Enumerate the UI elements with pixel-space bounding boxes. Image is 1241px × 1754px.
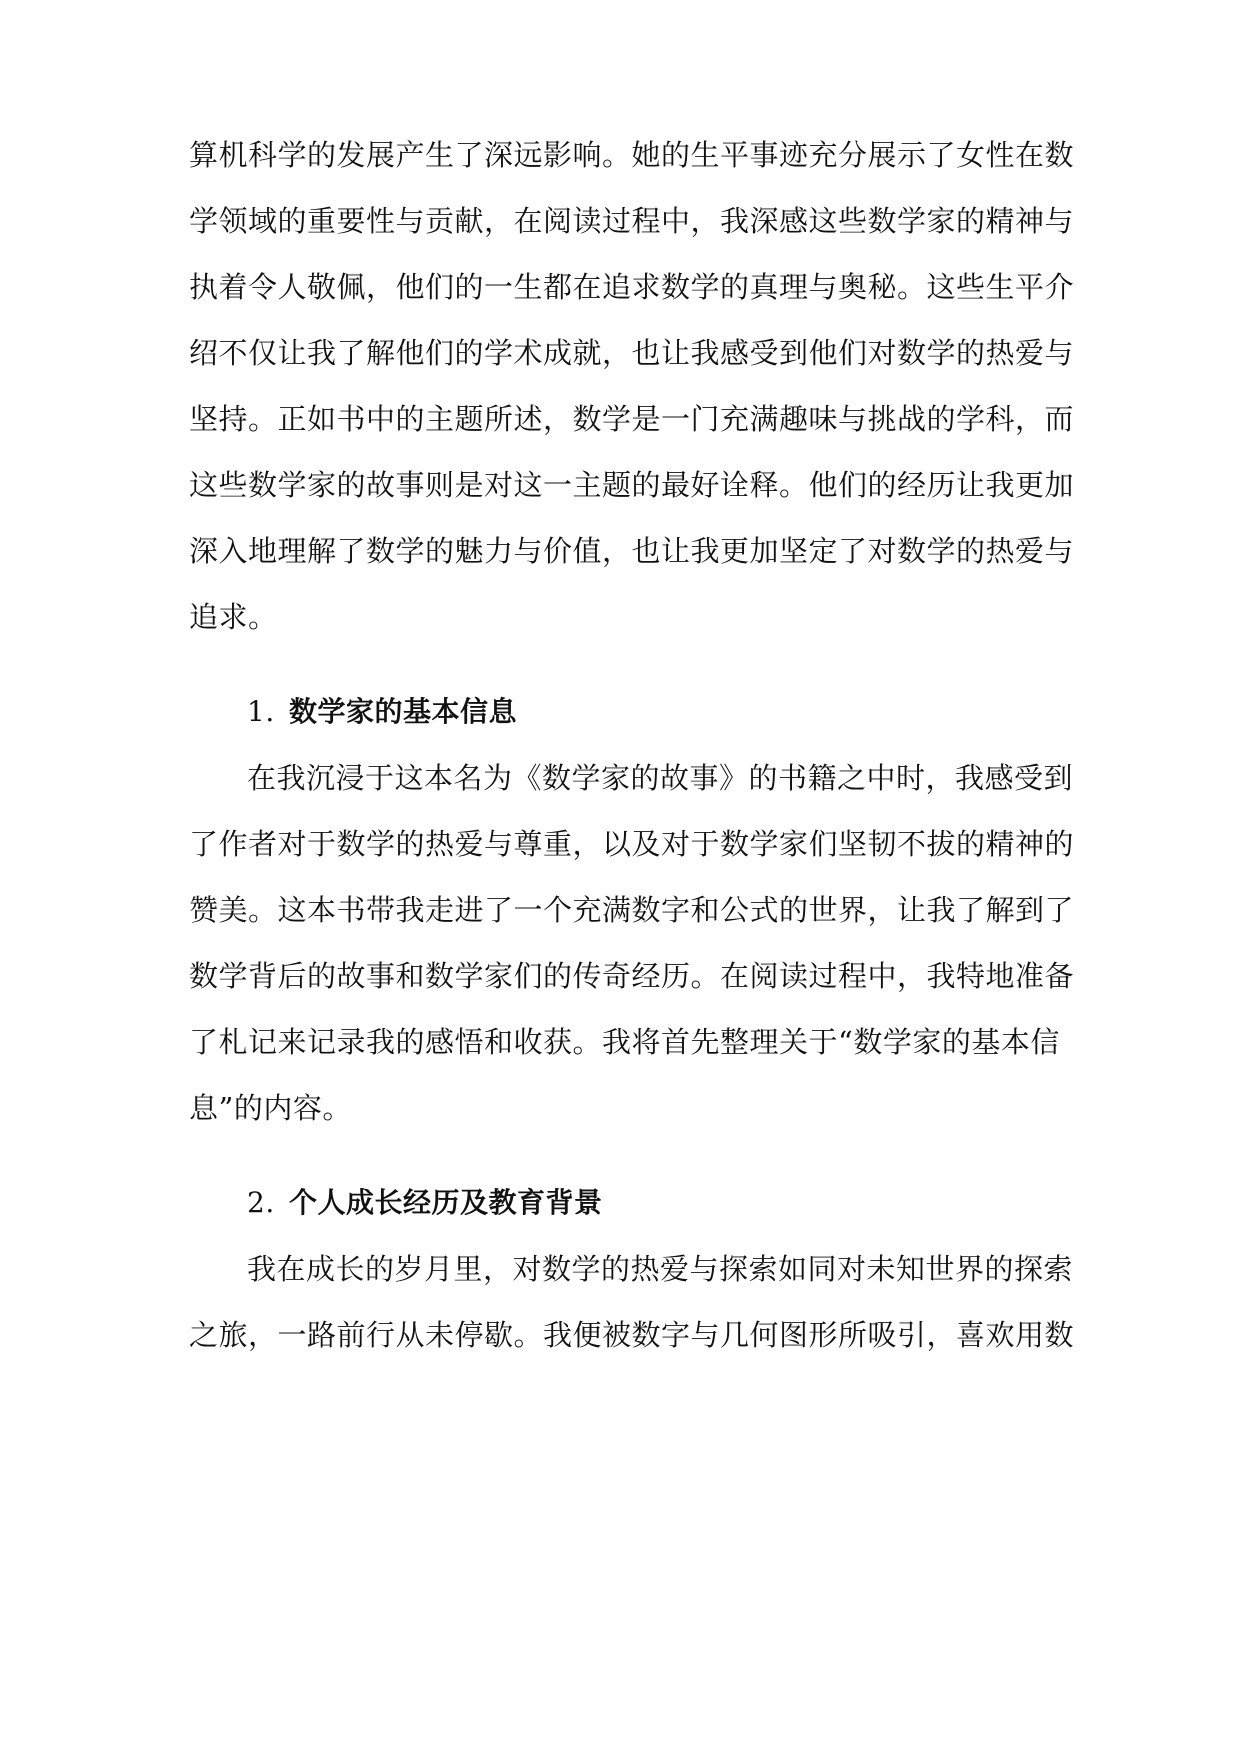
paragraph-line: 深入地理解了数学的魅力与价值，也让我更加坚定了对数学的热爱与 <box>189 534 1075 568</box>
section-number: 1. <box>247 695 275 728</box>
paragraph-line: 坚持。正如书中的主题所述，数学是一门充满趣味与挑战的学科，而 <box>189 402 1075 436</box>
paragraph-line: 之旅，一路前行从未停歇。我便被数字与几何图形所吸引，喜欢用数 <box>189 1318 1075 1352</box>
paragraph-line: 我在成长的岁月里，对数学的热爱与探索如同对未知世界的探索 <box>247 1252 1074 1286</box>
section-title: 数学家的基本信息 <box>289 695 518 728</box>
section-heading <box>247 692 1117 732</box>
section-number: 2. <box>247 1186 275 1219</box>
paragraph-line: 这些数学家的故事则是对这一主题的最好诠释。他们的经历让我更加 <box>189 468 1075 502</box>
paragraph-line: 在我沉浸于这本名为《数学家的故事》的书籍之中时，我感受到 <box>247 761 1074 795</box>
paragraph-line: 了札记来记录我的感悟和收获。我将首先整理关于“数学家的基本信 <box>189 1025 1060 1059</box>
paragraph-line: 算机科学的发展产生了深远影响。她的生平事迹充分展示了女性在数 <box>189 138 1075 172</box>
paragraph-line: 赞美。这本书带我走进了一个充满数字和公式的世界，让我了解到了 <box>189 893 1075 927</box>
section-title: 个人成长经历及教育背景 <box>289 1186 603 1219</box>
paragraph-line: 执着令人敬佩，他们的一生都在追求数学的真理与奥秘。这些生平介 <box>189 270 1075 304</box>
paragraph-line: 数学背后的故事和数学家们的传奇经历。在阅读过程中，我特地准备 <box>189 959 1075 993</box>
paragraph-line: 追求。 <box>189 600 278 634</box>
section-heading <box>247 1183 1117 1223</box>
paragraph-line: 了作者对于数学的热爱与尊重，以及对于数学家们坚韧不拔的精神的 <box>189 827 1075 861</box>
paragraph-line: 绍不仅让我了解他们的学术成就，也让我感受到他们对数学的热爱与 <box>189 336 1075 370</box>
paragraph-line: 学领域的重要性与贡献，在阅读过程中，我深感这些数学家的精神与 <box>189 204 1075 238</box>
paragraph-line: 息”的内容。 <box>189 1091 352 1125</box>
